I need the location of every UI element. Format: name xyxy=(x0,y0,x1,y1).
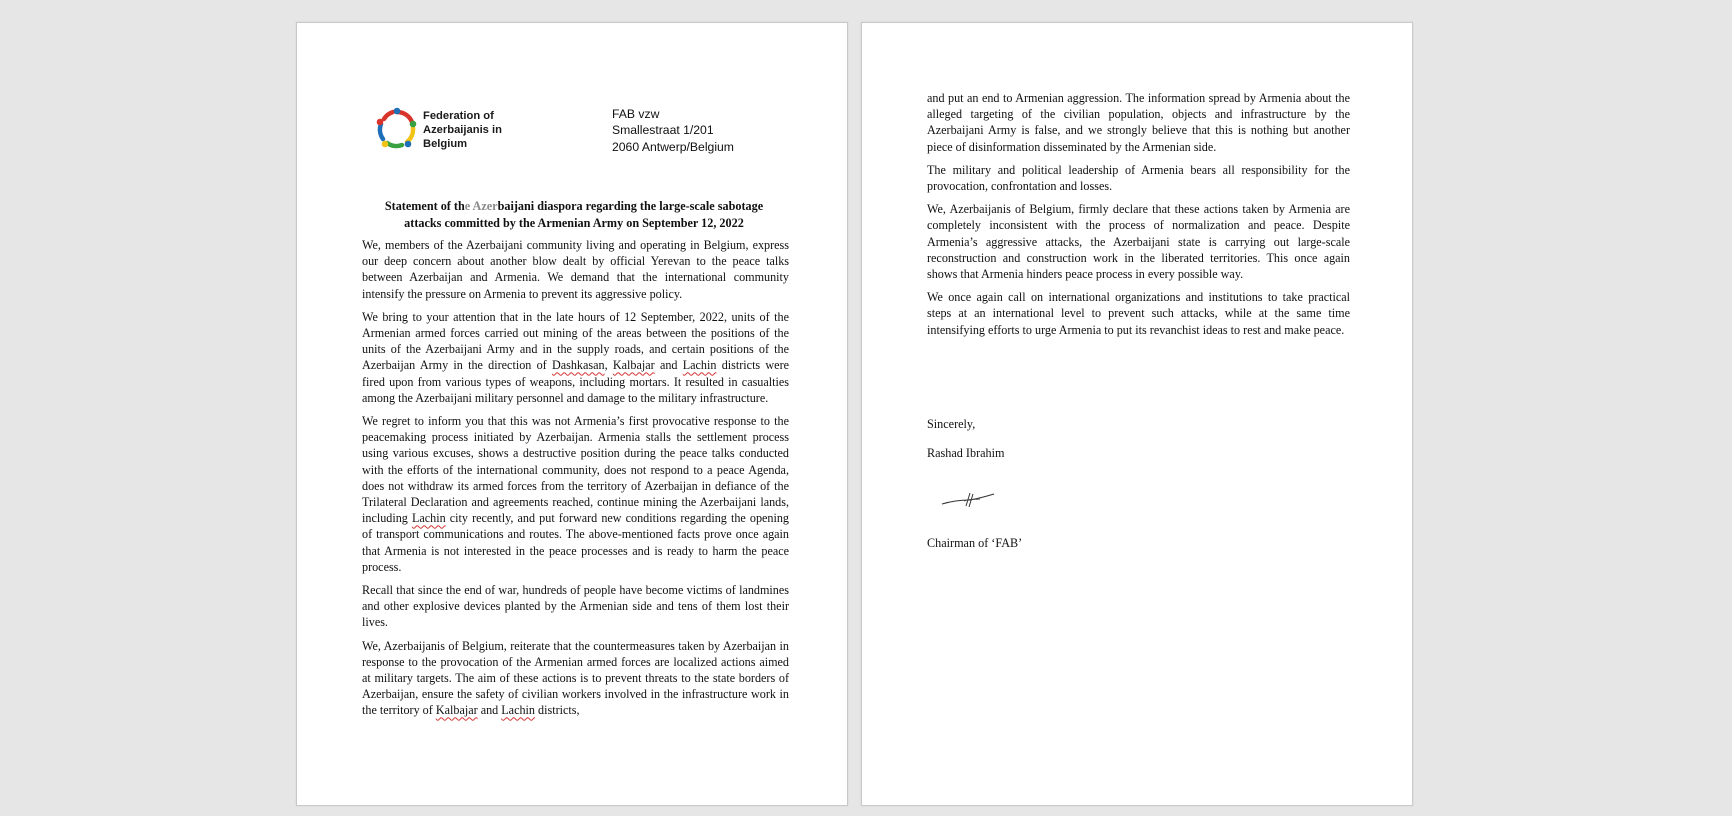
logo-wordmark xyxy=(423,109,502,151)
spellcheck-word[interactable]: Lachin xyxy=(501,703,535,718)
paragraph: Recall that since the end of war, hundreds of people have become victims of landmines and other explosive devices planted by the Armenian side and tens of them lost their lives. xyxy=(362,583,789,630)
paragraph-text: and xyxy=(659,358,678,373)
fab-logo-icon xyxy=(375,106,419,152)
signer-name: Rashad Ibrahim xyxy=(927,446,1005,460)
paragraph-text: We regret to inform you that this was not Armenia’s first provocative response to the peacemaking process initiated by Azerbaijan. Armenia stalls the settlement process using various excuses, shows a destructive position during the peace talks conducted with the efforts of the international community, does not respond to a peace Agenda, does not withdraw its armed forces from the territory of Azerbaijan in defiance of the Trilateral Declaration and agreements reached, continue mining the Azerbaijani lands, including xyxy=(362,414,789,526)
paragraph-text: We bring to your attention that in the late hours of 12 September, 2022, units of the Armenian armed forces carried out mining of the areas between the positions of the units of the Azerbaijani Army and in the supply roads, and certain positions of the Azerbaijan Army in the direction of xyxy=(362,309,789,373)
spellcheck-word[interactable]: Lachin xyxy=(411,511,446,526)
fab-logo xyxy=(375,106,505,156)
address-line: FAB vzw xyxy=(612,107,660,121)
paragraph xyxy=(362,309,789,406)
spellcheck-word[interactable]: Kalbajar xyxy=(612,358,655,373)
title-line-2: attacks committed by the Armenian Army on September 12, 2022 xyxy=(404,215,744,230)
paragraph-text: city recently, and put forward new conditions regarding the opening of transport communications and routes. The above-mentioned facts prove once again that Armenia is not interested in the peace processes and is ready to harm the peace process. xyxy=(362,511,789,574)
spellcheck-word[interactable]: Kalbajar xyxy=(435,703,478,718)
title-text-faded: e Azer xyxy=(464,199,498,213)
paragraph: We once again call on international organizations and institutions to take practical steps at an international level to prevent such attacks, while at the same time intensifying efforts to urge Armenia to put its revanchist ideas to rest and make peace. xyxy=(927,290,1350,337)
paragraph-text: , xyxy=(604,358,608,373)
paragraph-text: districts, xyxy=(538,703,580,718)
paragraph-text: and xyxy=(480,703,499,718)
signature-icon xyxy=(940,488,1000,510)
title-text: baijani diaspora regarding the large-scale sabotage xyxy=(497,199,764,213)
paragraph: and put an end to Armenian aggression. The information spread by Armenia about the alleged targeting of the civilian population, objects and infrastructure by the Azerbaijani Army is false, and we strongly believe that this is nothing but another piece of disinformation disseminated by the Armenian side. xyxy=(927,91,1350,154)
statement-title xyxy=(359,198,789,231)
closing-salutation: Sincerely, xyxy=(927,417,976,431)
spellcheck-word[interactable]: Lachin xyxy=(682,358,717,373)
page-1-body xyxy=(362,237,789,726)
paragraph: The military and political leadership of Armenia bears all responsibility for the provocation, confrontation and losses. xyxy=(927,162,1350,194)
document-page-1 xyxy=(296,22,848,806)
document-page-2 xyxy=(861,22,1413,806)
paragraph: We, Azerbaijanis of Belgium, firmly declare that these actions taken by Armenia are completely inconsistent with the process of normalization and peace. Despite Armenia’s aggressive attacks, the Azerbaijani state is carrying out large-scale reconstruction and construction work in the liberated territories. This once again shows that Armenia hinders peace process in every possible way. xyxy=(927,202,1350,282)
letterhead xyxy=(375,106,815,176)
org-name-line: Azerbaijanis in xyxy=(423,124,502,136)
address-line: Smallestraat 1/201 xyxy=(612,123,714,138)
title-line-1 xyxy=(359,198,789,215)
paragraph xyxy=(362,413,789,575)
org-name-line: Belgium xyxy=(423,138,468,150)
paragraph-text: districts were fired upon from various types of weapons, including mortars. It resulted in casualties among the Azerbaijani military personnel and damage to the military infrastructure. xyxy=(362,358,790,405)
org-name-line: Federation of xyxy=(423,110,494,122)
title-text: Statement of th xyxy=(384,199,465,213)
signer-role: Chairman of ‘FAB’ xyxy=(927,536,1023,550)
handwritten-signature xyxy=(940,488,1000,510)
paragraph: We, members of the Azerbaijani community living and operating in Belgium, express our deep concern about another blow dealt by official Yerevan to the peace talks between Azerbaijan and Armenia. We demand that the international community intensify the pressure on Armenia to prevent its aggressive policy. xyxy=(362,238,789,301)
address-block xyxy=(612,106,734,155)
paragraph-text: We, Azerbaijanis of Belgium, reiterate that the countermeasures taken by Azerbaijan in response to the provocation of the Armenian armed forces are localized actions aimed at military targets. The aim of these actions is to prevent threats to the state borders of Azerbaijan, ensure the safety of civilian workers involved in the infrastructure work in the territory of xyxy=(362,638,789,718)
address-line: 2060 Antwerp/Belgium xyxy=(612,139,734,154)
paragraph xyxy=(362,638,789,719)
spellcheck-word[interactable]: Dashkasan xyxy=(551,358,605,373)
page-2-body xyxy=(927,90,1350,345)
